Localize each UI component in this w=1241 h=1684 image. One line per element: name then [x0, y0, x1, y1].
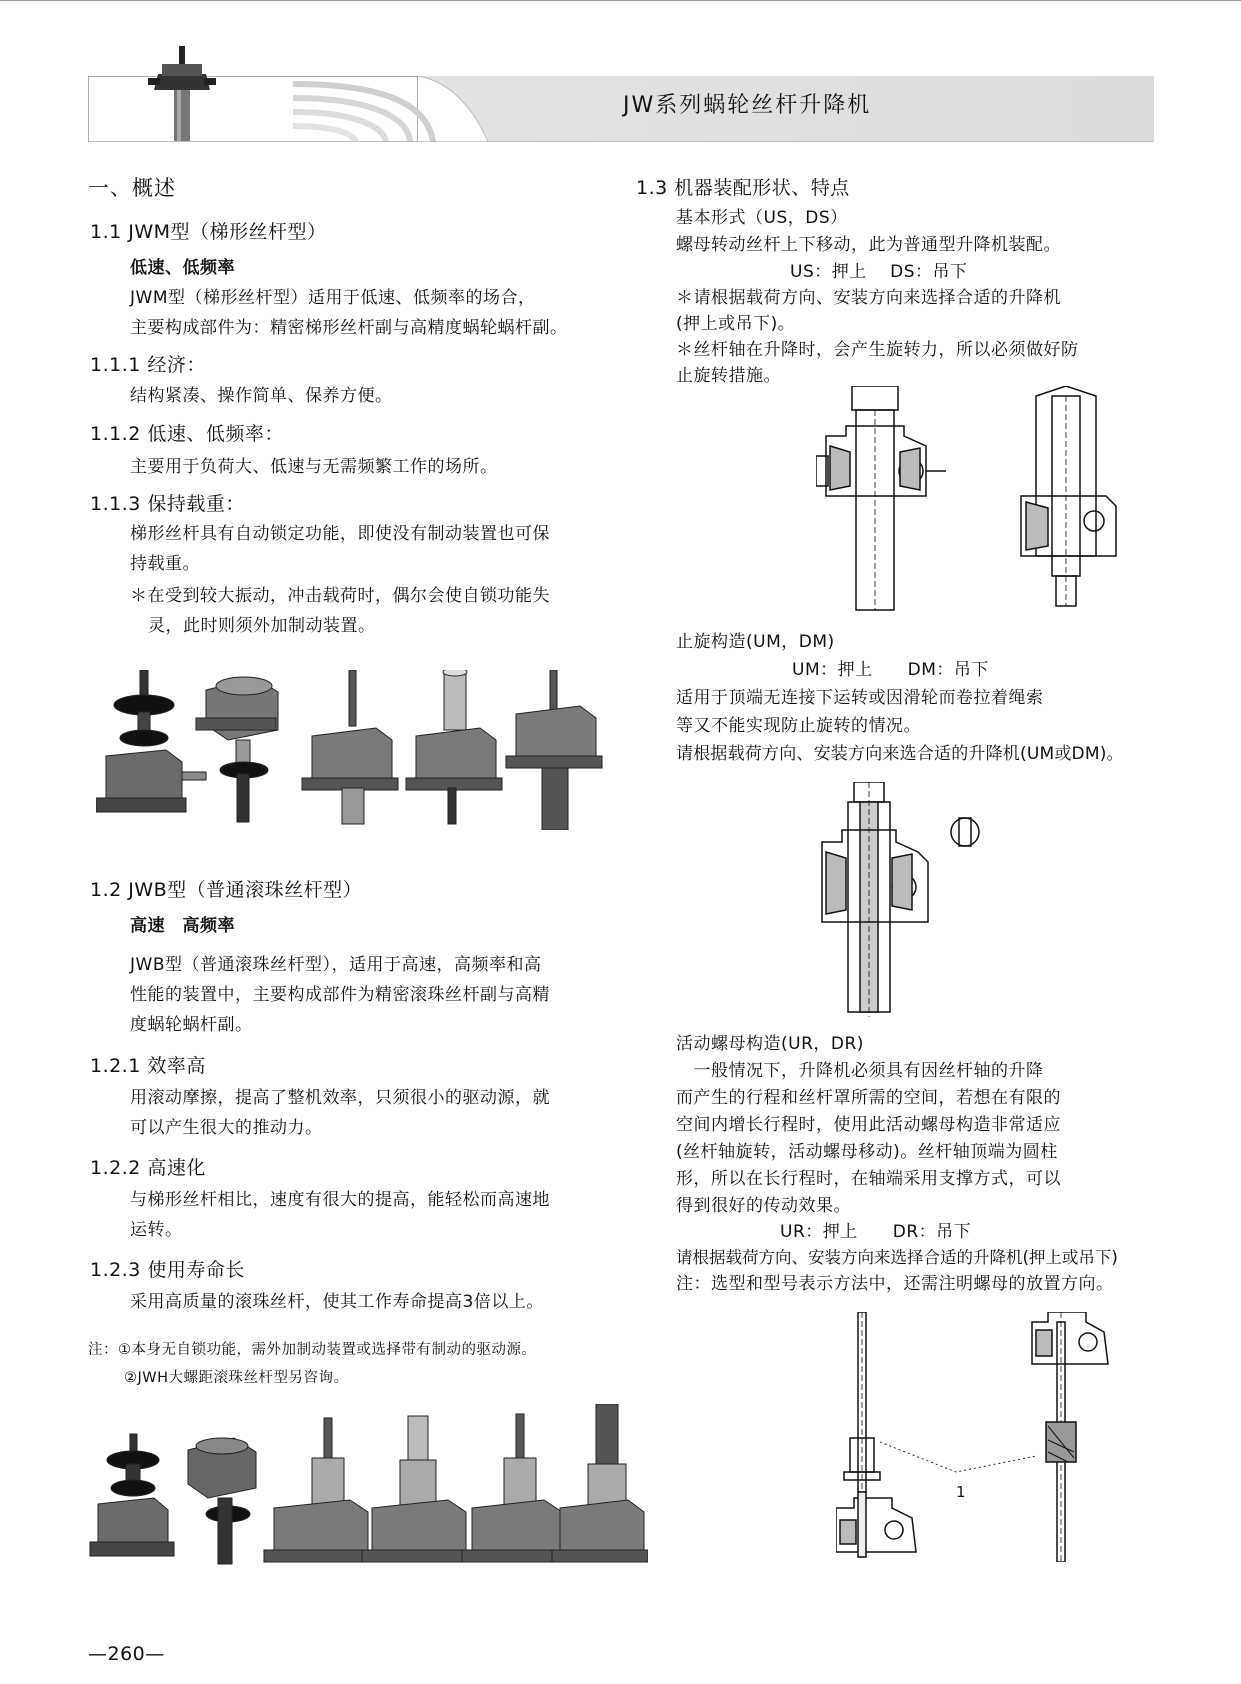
- s1-2-1-p1: 用滚动摩擦，提高了整机效率，只须很小的驱动源，就: [130, 1088, 550, 1108]
- anti-p3: 等又不能实现防止旋转的情况。: [676, 716, 921, 736]
- s1-2-p1: JWB型（普通滚珠丝杆型），适用于高速，高频率和高: [130, 955, 542, 975]
- s1-1-p2: 主要构成部件为：精密梯形丝杆副与高精度蜗轮蜗杆副。: [130, 318, 568, 338]
- s1-1-p1: JWM型（梯形丝杆型）适用于低速、低频率的场合，: [130, 288, 536, 308]
- anti-p2: 适用于顶端无连接下运转或因滑轮而卷拉着绳索: [676, 688, 1044, 708]
- s1-1-sub: 低速、低频率: [130, 258, 235, 278]
- header-title: JW系列蜗轮丝杆升降机: [623, 93, 872, 118]
- s1-1-2-title: 1.1.2 低速、低频率：: [90, 423, 284, 445]
- s1-2-p3: 度蜗轮蜗杆副。: [130, 1015, 253, 1035]
- s1-2-p2: 性能的装置中，主要构成部件为精密滚珠丝杆副与高精: [130, 985, 550, 1005]
- nut-p5: 形，所以在长行程时，在轴端采用支撑方式，可以: [676, 1169, 1061, 1189]
- nut-p6: 得到很好的传动效果。: [676, 1196, 851, 1216]
- note-2: ②JWH大螺距滚珠丝杆型另咨询。: [124, 1370, 349, 1386]
- header-banner-graphic: [88, 76, 1154, 142]
- s1-1-3-p2: 持载重。: [130, 554, 200, 574]
- s1-2-2-p2: 运转。: [130, 1220, 183, 1240]
- anti-p1: UM：押上 DM：吊下: [792, 660, 989, 680]
- basic-p6: 止旋转措施。: [676, 366, 781, 386]
- basic-p2: US：押上 DS：吊下: [790, 262, 968, 282]
- nut-p2: 而产生的行程和丝杆罩所需的空间，若想在有限的: [676, 1088, 1061, 1108]
- page-number: —260—: [88, 1643, 165, 1665]
- s1-2-sub: 高速 高频率: [130, 916, 235, 936]
- s1-1-3-p4: 灵，此时则须外加制动装置。: [148, 616, 376, 636]
- s1-2-title: 1.2 JWB型（普通滚珠丝杆型）: [90, 879, 363, 901]
- s1-2-2-p1: 与梯形丝杆相比，速度有很大的提高，能轻松而高速地: [130, 1190, 550, 1210]
- basic-p3: ＊请根据载荷方向、安装方向来选择合适的升降机: [676, 288, 1061, 308]
- anti-rotation-drawing: [818, 782, 1018, 1022]
- basic-p1: 螺母转动丝杆上下移动，此为普通型升降机装配。: [676, 235, 1061, 255]
- nut-p7: UR：押上 DR：吊下: [780, 1222, 972, 1242]
- basic-p4: (押上或吊下)。: [676, 314, 796, 334]
- movable-nut-drawing: [836, 1312, 1136, 1562]
- s1-1-3-p3: ＊在受到较大振动，冲击载荷时，偶尔会使自锁功能失: [130, 586, 550, 606]
- s1-2-2-title: 1.2.2 高速化: [90, 1157, 206, 1179]
- basic-form-drawing: [816, 386, 1136, 626]
- section-title: 一、概述: [88, 176, 176, 200]
- s1-2-3-title: 1.2.3 使用寿命长: [90, 1259, 245, 1281]
- jwb-products-image: [88, 1404, 648, 1574]
- header-banner: [88, 76, 1154, 142]
- nut-p1: 一般情况下，升降机必须具有因丝杆轴的升降: [676, 1061, 1044, 1081]
- jwm-products-image: [96, 670, 616, 830]
- note-1: 注：①本身无自锁功能，需外加制动装置或选择带有制动的驱动源。: [88, 1342, 537, 1358]
- s1-1-3-p1: 梯形丝杆具有自动锁定功能，即使没有制动装置也可保: [130, 524, 550, 544]
- nut-title: 活动螺母构造(UR，DR): [676, 1034, 864, 1054]
- s1-1-2-p1: 主要用于负荷大、低速与无需频繁工作的场所。: [130, 457, 498, 477]
- anti-p4: 请根据载荷方向、安装方向来选合适的升降机(UM或DM)。: [676, 744, 1124, 764]
- nut-p4: (丝杆轴旋转，活动螺母移动)。丝杆轴顶端为圆柱: [676, 1142, 1058, 1162]
- nut-p9: 注：选型和型号表示方法中，还需注明螺母的放置方向。: [676, 1274, 1114, 1294]
- nut-callout-label: 1: [956, 1483, 967, 1501]
- nut-p3: 空间内增长行程时，使用此活动螺母构造非常适应: [676, 1115, 1061, 1135]
- s1-2-1-title: 1.2.1 效率高: [90, 1055, 206, 1077]
- s1-2-3-p1: 采用高质量的滚珠丝杆，使其工作寿命提高3倍以上。: [130, 1292, 544, 1312]
- page-frame-top: [0, 0, 1241, 1]
- s1-1-3-title: 1.1.3 保持载重：: [90, 493, 245, 515]
- anti-title: 止旋构造(UM，DM): [676, 632, 835, 652]
- s1-2-1-p2: 可以产生很大的推动力。: [130, 1118, 323, 1138]
- s1-1-1-p1: 结构紧凑、操作简单、保养方便。: [130, 386, 393, 406]
- basic-title: 基本形式（US，DS）: [676, 208, 848, 228]
- s1-1-title: 1.1 JWM型（梯形丝杆型）: [90, 221, 327, 243]
- header-jack-icon: [148, 46, 218, 141]
- basic-p5: ＊丝杆轴在升降时，会产生旋转力，所以必须做好防: [676, 340, 1079, 360]
- s1-1-1-title: 1.1.1 经济：: [90, 354, 206, 376]
- nut-p8: 请根据载荷方向、安装方向来选择合适的升降机(押上或吊下): [676, 1248, 1118, 1267]
- s1-3-title: 1.3 机器装配形状、特点: [636, 177, 850, 199]
